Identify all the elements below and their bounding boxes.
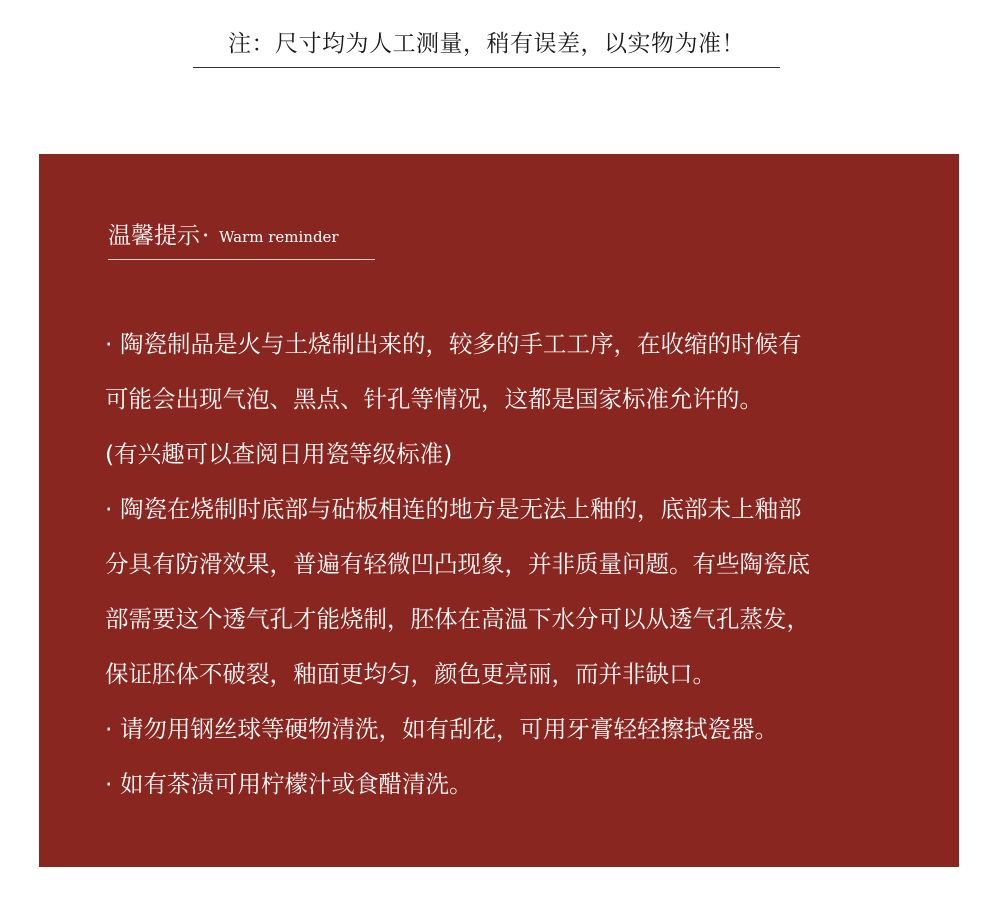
heading-separator: · bbox=[202, 223, 210, 249]
reminder-line-2: 可能会出现气泡、黑点、针孔等情况，这都是国家标准允许的。 bbox=[105, 385, 763, 413]
reminder-line-3: (有兴趣可以查阅日用瓷等级标准) bbox=[105, 440, 453, 468]
reminder-line-8: · 请勿用钢丝球等硬物清洗，如有刮花，可用牙膏轻轻擦拭瓷器。 bbox=[105, 715, 778, 743]
top-note bbox=[193, 24, 780, 68]
reminder-body bbox=[105, 317, 925, 812]
reminder-heading bbox=[108, 216, 375, 260]
reminder-line-1: · 陶瓷制品是火与土烧制出来的，较多的手工工序，在收缩的时候有 bbox=[105, 330, 802, 358]
warm-reminder-panel bbox=[39, 154, 959, 867]
reminder-title-cn: 温馨提示 bbox=[108, 223, 200, 249]
reminder-line-5: 分具有防滑效果，普遍有轻微凹凸现象，并非质量问题。有些陶瓷底 bbox=[105, 550, 810, 578]
reminder-title-en: Warm reminder bbox=[219, 228, 339, 246]
reminder-line-7: 保证胚体不破裂，釉面更均匀，颜色更亮丽，而并非缺口。 bbox=[105, 660, 716, 688]
reminder-line-9: · 如有茶渍可用柠檬汁或食醋清洗。 bbox=[105, 770, 473, 798]
reminder-line-4: · 陶瓷在烧制时底部与砧板相连的地方是无法上釉的，底部未上釉部 bbox=[105, 495, 802, 523]
measurement-note: 注：尺寸均为人工测量，稍有误差，以实物为准！ bbox=[228, 31, 745, 57]
reminder-line-6: 部需要这个透气孔才能烧制，胚体在高温下水分可以从透气孔蒸发， bbox=[105, 605, 810, 633]
